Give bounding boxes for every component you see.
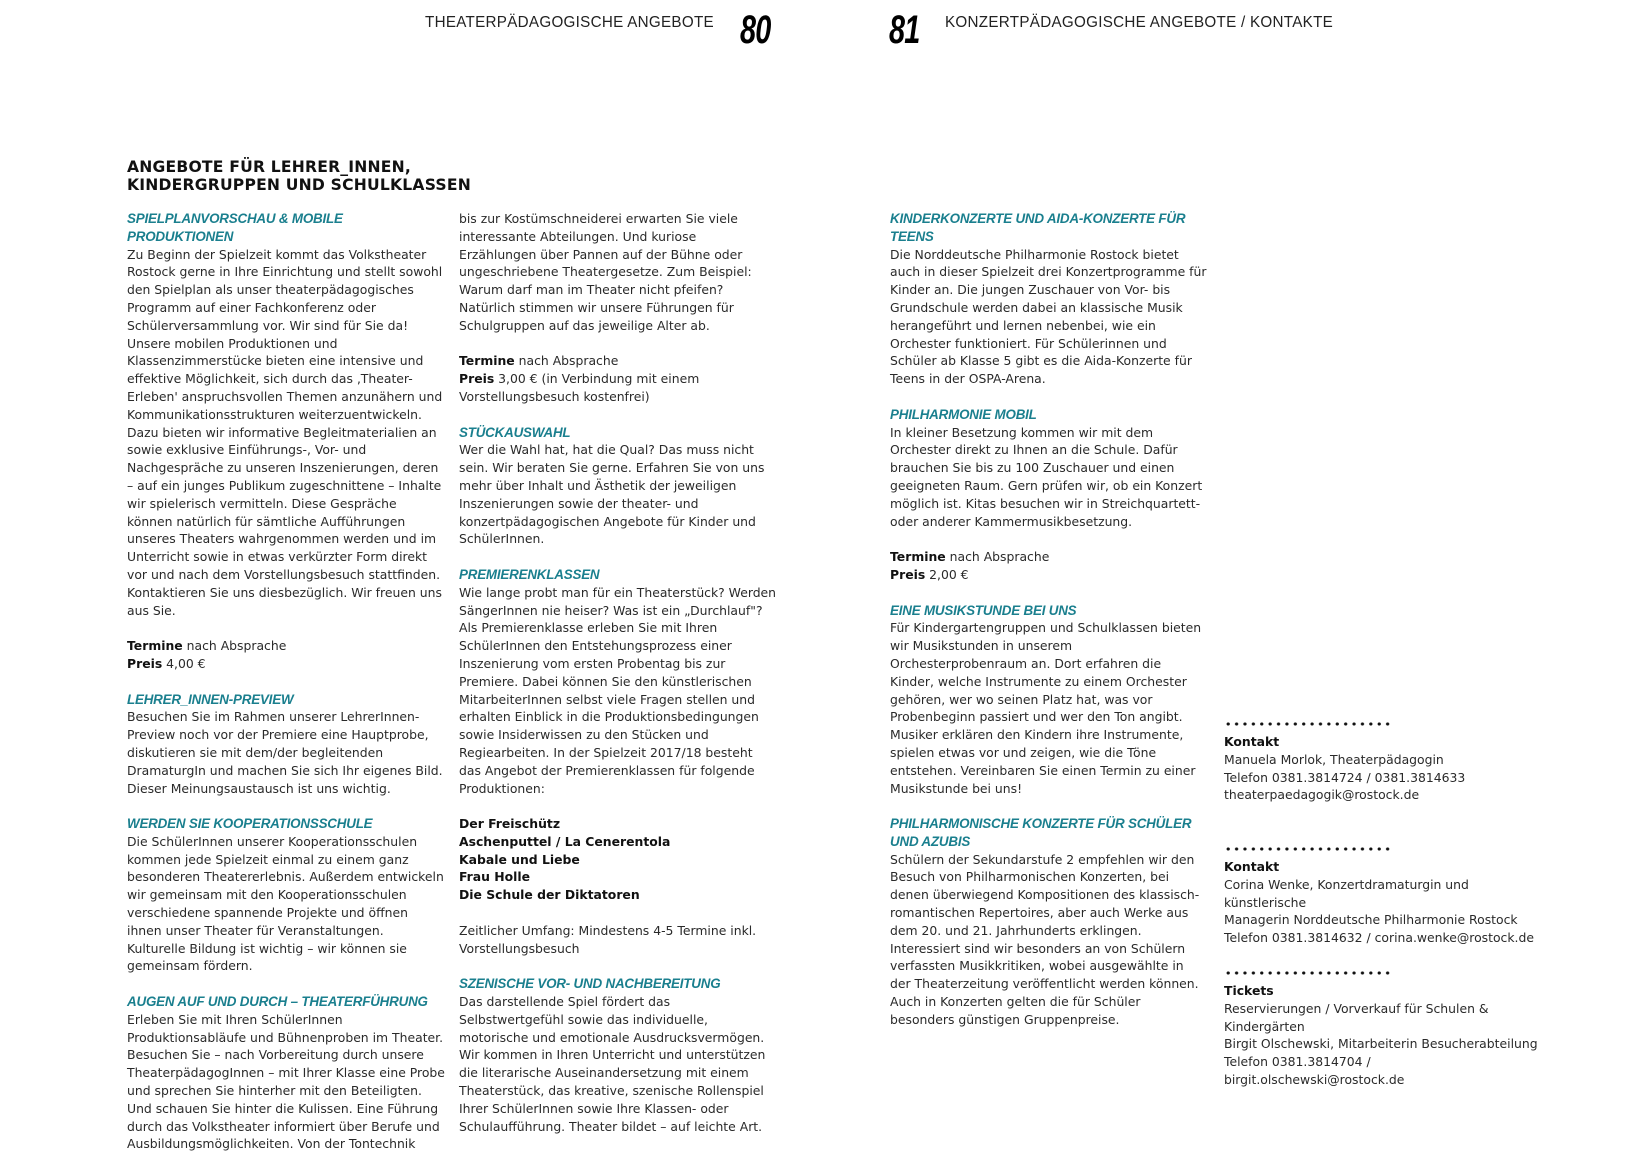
- page-title: [127, 158, 487, 194]
- section-philharmonische-konzerte: [890, 815, 1208, 1029]
- section-premierenklassen: [459, 566, 777, 958]
- contact-line: Reservierungen / Vorverkauf für Schulen & Kindergärten: [1224, 1000, 1489, 1034]
- contact-phone-email[interactable]: Telefon 0381.3814704 / birgit.olschewski@rostock.de: [1224, 1054, 1405, 1087]
- production-item: Kabale und Liebe: [459, 851, 580, 867]
- termine-line: [127, 637, 445, 655]
- column-1: [127, 210, 445, 1171]
- section-body: Wie lange probt man für ein Theaterstück? Werden SängerInnen nie heiser? Was ist ein „Durchlauf"? Als Premierenklasse erleben Sie mit Ihren SchülerInnen den Entstehungsprozess einer Inszenierung vom ersten Probentag bis zur Premiere. Dabei können Sie den künstlerischen MitarbeiterInnen selbst viele Fragen stellen und erhalten Einblick in die Produktionsbedingungen sowie Insiderwissen zu den Stücken und Regiearbeiten. In der Spielzeit 2017/18 besteht das Angebot der Premierenklassen für folgende Produktionen:: [459, 584, 777, 796]
- section-body: Besuchen Sie im Rahmen unserer LehrerInnen-Preview noch vor der Premiere eine Hauptprobe, diskutieren sie mit dem/der begleitenden DramaturgIn und machen Sie sich Ihr eigenes Bild. Dieser Meinungsaustausch ist uns wichtig.: [127, 709, 443, 796]
- section-szenische-vorbereitung: [459, 975, 777, 1135]
- contact-line: Corina Wenke, Konzertdramaturgin und künstlerische: [1224, 876, 1469, 910]
- section-heading: AUGEN AUF UND DURCH – THEATERFÜHRUNG: [127, 994, 428, 1010]
- dotted-divider: [1224, 722, 1392, 726]
- termine-label: Termine: [890, 549, 946, 565]
- termine-label: Termine: [459, 353, 515, 369]
- contact-phone-email[interactable]: Telefon 0381.3814632 / corina.wenke@rostock.de: [1224, 930, 1534, 946]
- section-heading: WERDEN SIE KOOPERATIONSSCHULE: [127, 816, 373, 832]
- section-stueckauswahl: [459, 424, 777, 549]
- contact-label: Kontakt: [1224, 734, 1280, 749]
- dotted-divider: [1224, 971, 1392, 975]
- running-head-left: THEATERPÄDAGOGISCHE ANGEBOTE: [425, 14, 714, 31]
- section-note: Zeitlicher Umfang: Mindestens 4-5 Termine inkl. Vorstellungsbesuch: [459, 922, 757, 956]
- section-body: Die Norddeutsche Philharmonie Rostock bietet auch in dieser Spielzeit drei Konzertprogramme für Kinder an. Die jungen Zuschauer von Vor- bis Grundschule werden dabei an klassische Musik herangeführt und lernen nebenbei, wie ein Orchester funktioniert. Für Schülerinnen und Schüler ab Klasse 5 gibt es die Aida-Konzerte für Teens in der OSPA-Arena.: [890, 246, 1207, 387]
- production-item: Der Freischütz: [459, 816, 561, 832]
- contact-block-theater: [1224, 722, 1554, 804]
- running-head-right: KONZERTPÄDAGOGISCHE ANGEBOTE / KONTAKTE: [945, 14, 1334, 31]
- section-body: Für Kindergartengruppen und Schulklassen bieten wir Musikstunden in unserem Orchesterprobenraum an. Dort erfahren die Kinder, welche Instrumente zu einem Orchester gehören, wer wo seinen Platz hat, was vor Probenbeginn passiert und wer den Ton angibt. Musiker erklären den Kindern ihre Instrumente, spielen etwas vor und zeigen, wie die Töne entstehen. Vereinbaren Sie einen Termin zu einer Musikstunde bei uns!: [890, 620, 1202, 796]
- dotted-divider: [1224, 847, 1392, 851]
- section-body: Die SchülerInnen unserer Kooperationsschulen kommen jede Spielzeit einmal zu einem ganz besonderen Theatererlebnis. Außerdem entwickeln wir gemeinsam mit den Kooperationsschulen verschiedene spannende Projekte und öffnen ihnen unser Theater für Veranstaltungen. Kulturelle Bildung ist wichtig – wir können sie gemeinsam fördern.: [127, 833, 444, 974]
- page-title-line: KINDERGRUPPEN UND SCHULKLASSEN: [127, 176, 471, 194]
- section-body: Erleben Sie mit Ihren SchülerInnen Produktionsabläufe und Bühnenproben im Theater. Besuchen Sie – nach Vorbereitung durch unsere TheaterpädagogInnen – mit Ihrer Klasse eine Probe und sprechen Sie hinterher mit den Beteiligten. Und schauen Sie hinter die Kulissen. Eine Führung durch das Volkstheater informiert über Berufe und Ausbildungsmöglichkeiten. Von der Tontechnik: [127, 1011, 445, 1152]
- contact-label: Tickets: [1224, 983, 1274, 998]
- section-heading: SZENISCHE VOR- UND NACHBEREITUNG: [459, 976, 721, 992]
- section-heading: STÜCKAUSWAHL: [459, 424, 571, 440]
- section-body: bis zur Kostümschneiderei erwarten Sie viele interessante Abteilungen. Und kuriose Erzählungen über Pannen auf der Bühne oder ungeschriebene Theatergesetze. Zum Beispiel: Warum darf man im Theater nicht pfeifen? Natürlich stimmen wir unsere Führungen für Schulgruppen auf das jeweilige Alter ab.: [459, 211, 752, 333]
- section-heading: PHILHARMONISCHE KONZERTE FÜR SCHÜLER UND AZUBIS: [890, 816, 1192, 849]
- preis-label: Preis: [890, 566, 926, 582]
- section-heading: SPIELPLANVORSCHAU & MOBILE PRODUKTIONEN: [127, 211, 343, 244]
- section-heading: PREMIERENKLASSEN: [459, 566, 600, 582]
- section-kinderkonzerte: [890, 210, 1208, 388]
- preis-line: [890, 566, 1208, 584]
- contact-line: Manuela Morlok, Theaterpädagogin: [1224, 751, 1444, 767]
- termine-label: Termine: [127, 638, 183, 654]
- section-spielplanvorschau: [127, 210, 445, 673]
- production-item: Aschenputtel / La Cenerentola: [459, 833, 671, 849]
- contact-label: Kontakt: [1224, 859, 1280, 874]
- preis-value: 2,00 €: [925, 566, 969, 582]
- section-heading: KINDERKONZERTE UND AIDA-KONZERTE FÜR TEENS: [890, 211, 1186, 244]
- section-body: Schülern der Sekundarstufe 2 empfehlen wir den Besuch von Philharmonischen Konzerten, bei denen überwiegend Kompositionen des klassisch-romantischen Repertoires, aber auch Werke aus dem 20. und 21. Jahrhunderts erklingen. Interessiert sind wir besonders an von Schülern verfassten Musikkritiken, wobei ausgewählte in der Theaterzeitung veröffentlicht werden können. Auch in Konzerten gelten die für Schüler besonders günstigen Gruppenpreise.: [890, 851, 1200, 1027]
- preis-label: Preis: [459, 371, 495, 387]
- section-heading: EINE MUSIKSTUNDE BEI UNS: [890, 602, 1077, 618]
- section-philharmonie-mobil: [890, 406, 1208, 584]
- termine-value: nach Absprache: [945, 549, 1050, 565]
- section-lehrer-preview: [127, 691, 445, 798]
- section-body: Wer die Wahl hat, hat die Qual? Das muss nicht sein. Wir beraten Sie gerne. Erfahren Sie von uns mehr über Inhalt und Ästhetik der jeweiligen Inszenierungen sowie der theater- und konzertpädagogischen Angebote für Kinder und SchülerInnen.: [459, 442, 765, 547]
- contact-line: Telefon 0381.3814724 / 0381.3814633: [1224, 769, 1466, 785]
- contact-block-tickets: [1224, 971, 1554, 1089]
- preis-line: [459, 370, 777, 406]
- column-2: [459, 210, 777, 1153]
- section-body: Zu Beginn der Spielzeit kommt das Volkstheater Rostock gerne in Ihre Einrichtung und stellt sowohl den Spielplan als unser theaterpädagogisches Programm auf einer Fachkonferenz oder Schülerversammlung vor. Wir sind für Sie da! Unsere mobilen Produktionen und Klassenzimmerstücke bieten eine intensive und effektive Möglichkeit, sich durch das ‚Theater-Erleben' anspruchsvollen Themen anzunähern und Kommunikationsstrukturen weiterzuentwickeln. Dazu bieten wir informative Begleitmaterialien an sowie exklusive Einführungs-, Vor- und Nachgespräche zu unseren Inszenierungen, deren – auf ein junges Publikum zugeschnittene – Inhalte wir spielerisch vermitteln. Diese Gespräche können natürlich für sämtliche Aufführungen unseres Theaters wahrgenommen werden und im Unterricht sowie in etwas verkürzter Form direkt vor und nach dem Vorstellungsbesuch stattfinden. Kontaktieren Sie uns diesbezüglich. Wir freuen uns aus Sie.: [127, 246, 443, 618]
- contact-line: Birgit Olschewski, Mitarbeiterin Besucherabteilung: [1224, 1036, 1538, 1052]
- section-heading: PHILHARMONIE MOBIL: [890, 406, 1037, 422]
- preis-value: 4,00 €: [162, 655, 206, 671]
- section-heading: LEHRER_INNEN-PREVIEW: [127, 691, 294, 707]
- page-title-line: ANGEBOTE FÜR LEHRER_INNEN,: [127, 158, 412, 176]
- termine-value: nach Absprache: [514, 353, 619, 369]
- column-3: [890, 210, 1208, 1046]
- termine-value: nach Absprache: [182, 638, 287, 654]
- section-body: Das darstellende Spiel fördert das Selbstwertgefühl sowie das individuelle, motorische und emotionale Ausdrucksvermögen. Wir kommen in Ihren Unterricht und unterstützen die literarische Auseinandersetzung mit einem Theaterstück, das kreative, szenische Rollenspiel Ihrer SchülerInnen sowie Ihre Klassen- oder Schulaufführung. Theater bildet – auf leichte Art.: [459, 994, 766, 1134]
- section-theaterfuehrung: [127, 993, 445, 1153]
- section-kooperationsschule: [127, 815, 445, 975]
- contact-email-link[interactable]: theaterpaedagogik@rostock.de: [1224, 787, 1420, 803]
- page-number-right: 81: [889, 8, 920, 52]
- production-item: Die Schule der Diktatoren: [459, 887, 640, 903]
- termine-line: [890, 548, 1208, 566]
- preis-label: Preis: [127, 655, 163, 671]
- preis-line: [127, 655, 445, 673]
- production-item: Frau Holle: [459, 869, 531, 885]
- contact-block-konzert: [1224, 847, 1554, 947]
- contact-line: Managerin Norddeutsche Philharmonie Rostock: [1224, 912, 1518, 928]
- preis-value: 3,00 € (in Verbindung mit einem Vorstellungsbesuch kostenfrei): [459, 371, 700, 404]
- section-musikstunde: [890, 602, 1208, 798]
- termine-line: [459, 352, 777, 370]
- section-theaterfuehrung-continued: [459, 210, 777, 406]
- page-number-left: 80: [740, 8, 771, 52]
- section-body: In kleiner Besetzung kommen wir mit dem Orchester direkt zu Ihnen an die Schule. Dafür brauchen Sie bis zu 100 Zuschauer und einen geeigneten Raum. Gern prüfen wir, ob ein Konzert möglich ist. Kitas besuchen wir in Streichquartett- oder anderer Kammermusikbesetzung.: [890, 424, 1203, 529]
